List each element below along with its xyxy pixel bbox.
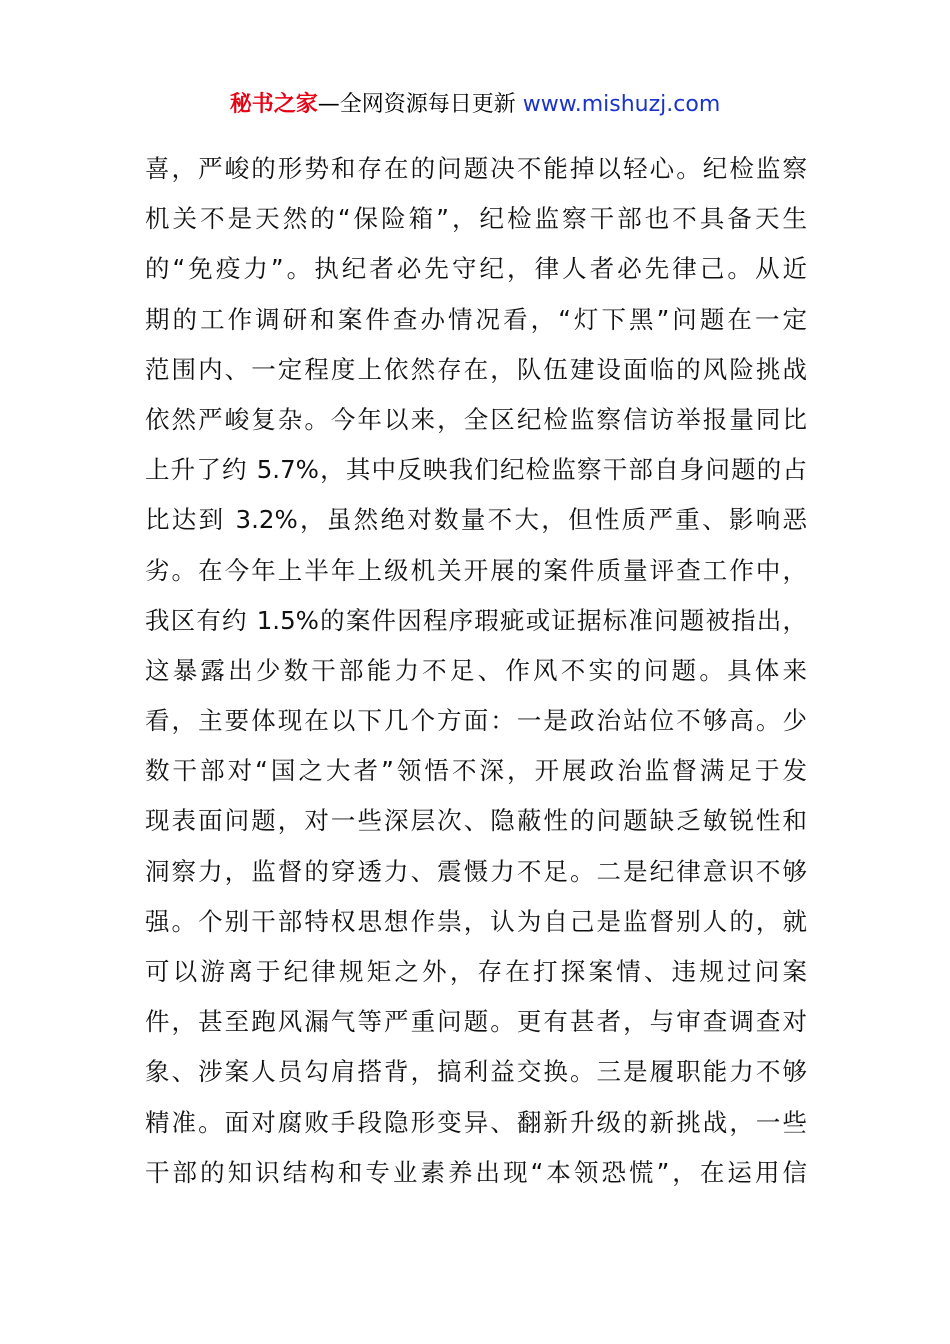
body-line: 现表面问题，对一些深层次、隐蔽性的问题缺乏敏锐性和 xyxy=(145,806,807,836)
body-line: 件，甚至跑风漏气等严重问题。更有甚者，与审查调查对 xyxy=(145,1007,807,1037)
body-line: 范围内、一定程度上依然存在，队伍建设面临的风险挑战 xyxy=(145,354,807,384)
body-line: 洞察力，监督的穿透力、震慑力不足。二是纪律意识不够 xyxy=(145,856,807,886)
body-line: 上升了约 5.7%，其中反映我们纪检监察干部自身问题的占 xyxy=(145,455,807,485)
body-line: 期的工作调研和案件查办情况看，“灯下黑”问题在一定 xyxy=(145,304,807,334)
body-line: 我区有约 1.5%的案件因程序瑕疵或证据标准问题被指出， xyxy=(145,605,807,635)
site-url-link[interactable]: www.mishuzj.com xyxy=(522,92,721,117)
header-tagline: —全网资源每日更新 xyxy=(317,92,523,117)
body-line: 依然严峻复杂。今年以来，全区纪检监察信访举报量同比 xyxy=(145,404,807,434)
brand-name: 秘书之家 xyxy=(229,92,318,117)
document-body xyxy=(145,148,807,1202)
body-line: 强。个别干部特权思想作祟，认为自己是监督别人的，就 xyxy=(145,906,807,936)
body-line: 干部的知识结构和专业素养出现“本领恐慌”，在运用信 xyxy=(145,1157,807,1187)
body-line: 这暴露出少数干部能力不足、作风不实的问题。具体来 xyxy=(145,655,807,685)
body-line: 数干部对“国之大者”领悟不深，开展政治监督满足于发 xyxy=(145,756,807,786)
body-line: 看，主要体现在以下几个方面：一是政治站位不够高。少 xyxy=(145,706,807,736)
body-line: 喜，严峻的形势和存在的问题决不能掉以轻心。纪检监察 xyxy=(145,154,807,183)
body-line: 象、涉案人员勾肩搭背，搞利益交换。三是履职能力不够 xyxy=(145,1057,807,1087)
body-line: 机关不是天然的“保险箱”，纪检监察干部也不具备天生 xyxy=(145,204,807,234)
body-line: 的“免疫力”。执纪者必先守纪，律人者必先律己。从近 xyxy=(145,254,807,284)
body-line: 精准。面对腐败手段隐形变异、翻新升级的新挑战，一些 xyxy=(145,1107,807,1137)
body-line: 劣。在今年上半年上级机关开展的案件质量评查工作中， xyxy=(145,555,807,585)
body-line: 比达到 3.2%，虽然绝对数量不大，但性质严重、影响恶 xyxy=(145,505,807,535)
body-line: 可以游离于纪律规矩之外，存在打探案情、违规过问案 xyxy=(145,957,807,986)
page-header xyxy=(0,88,950,122)
